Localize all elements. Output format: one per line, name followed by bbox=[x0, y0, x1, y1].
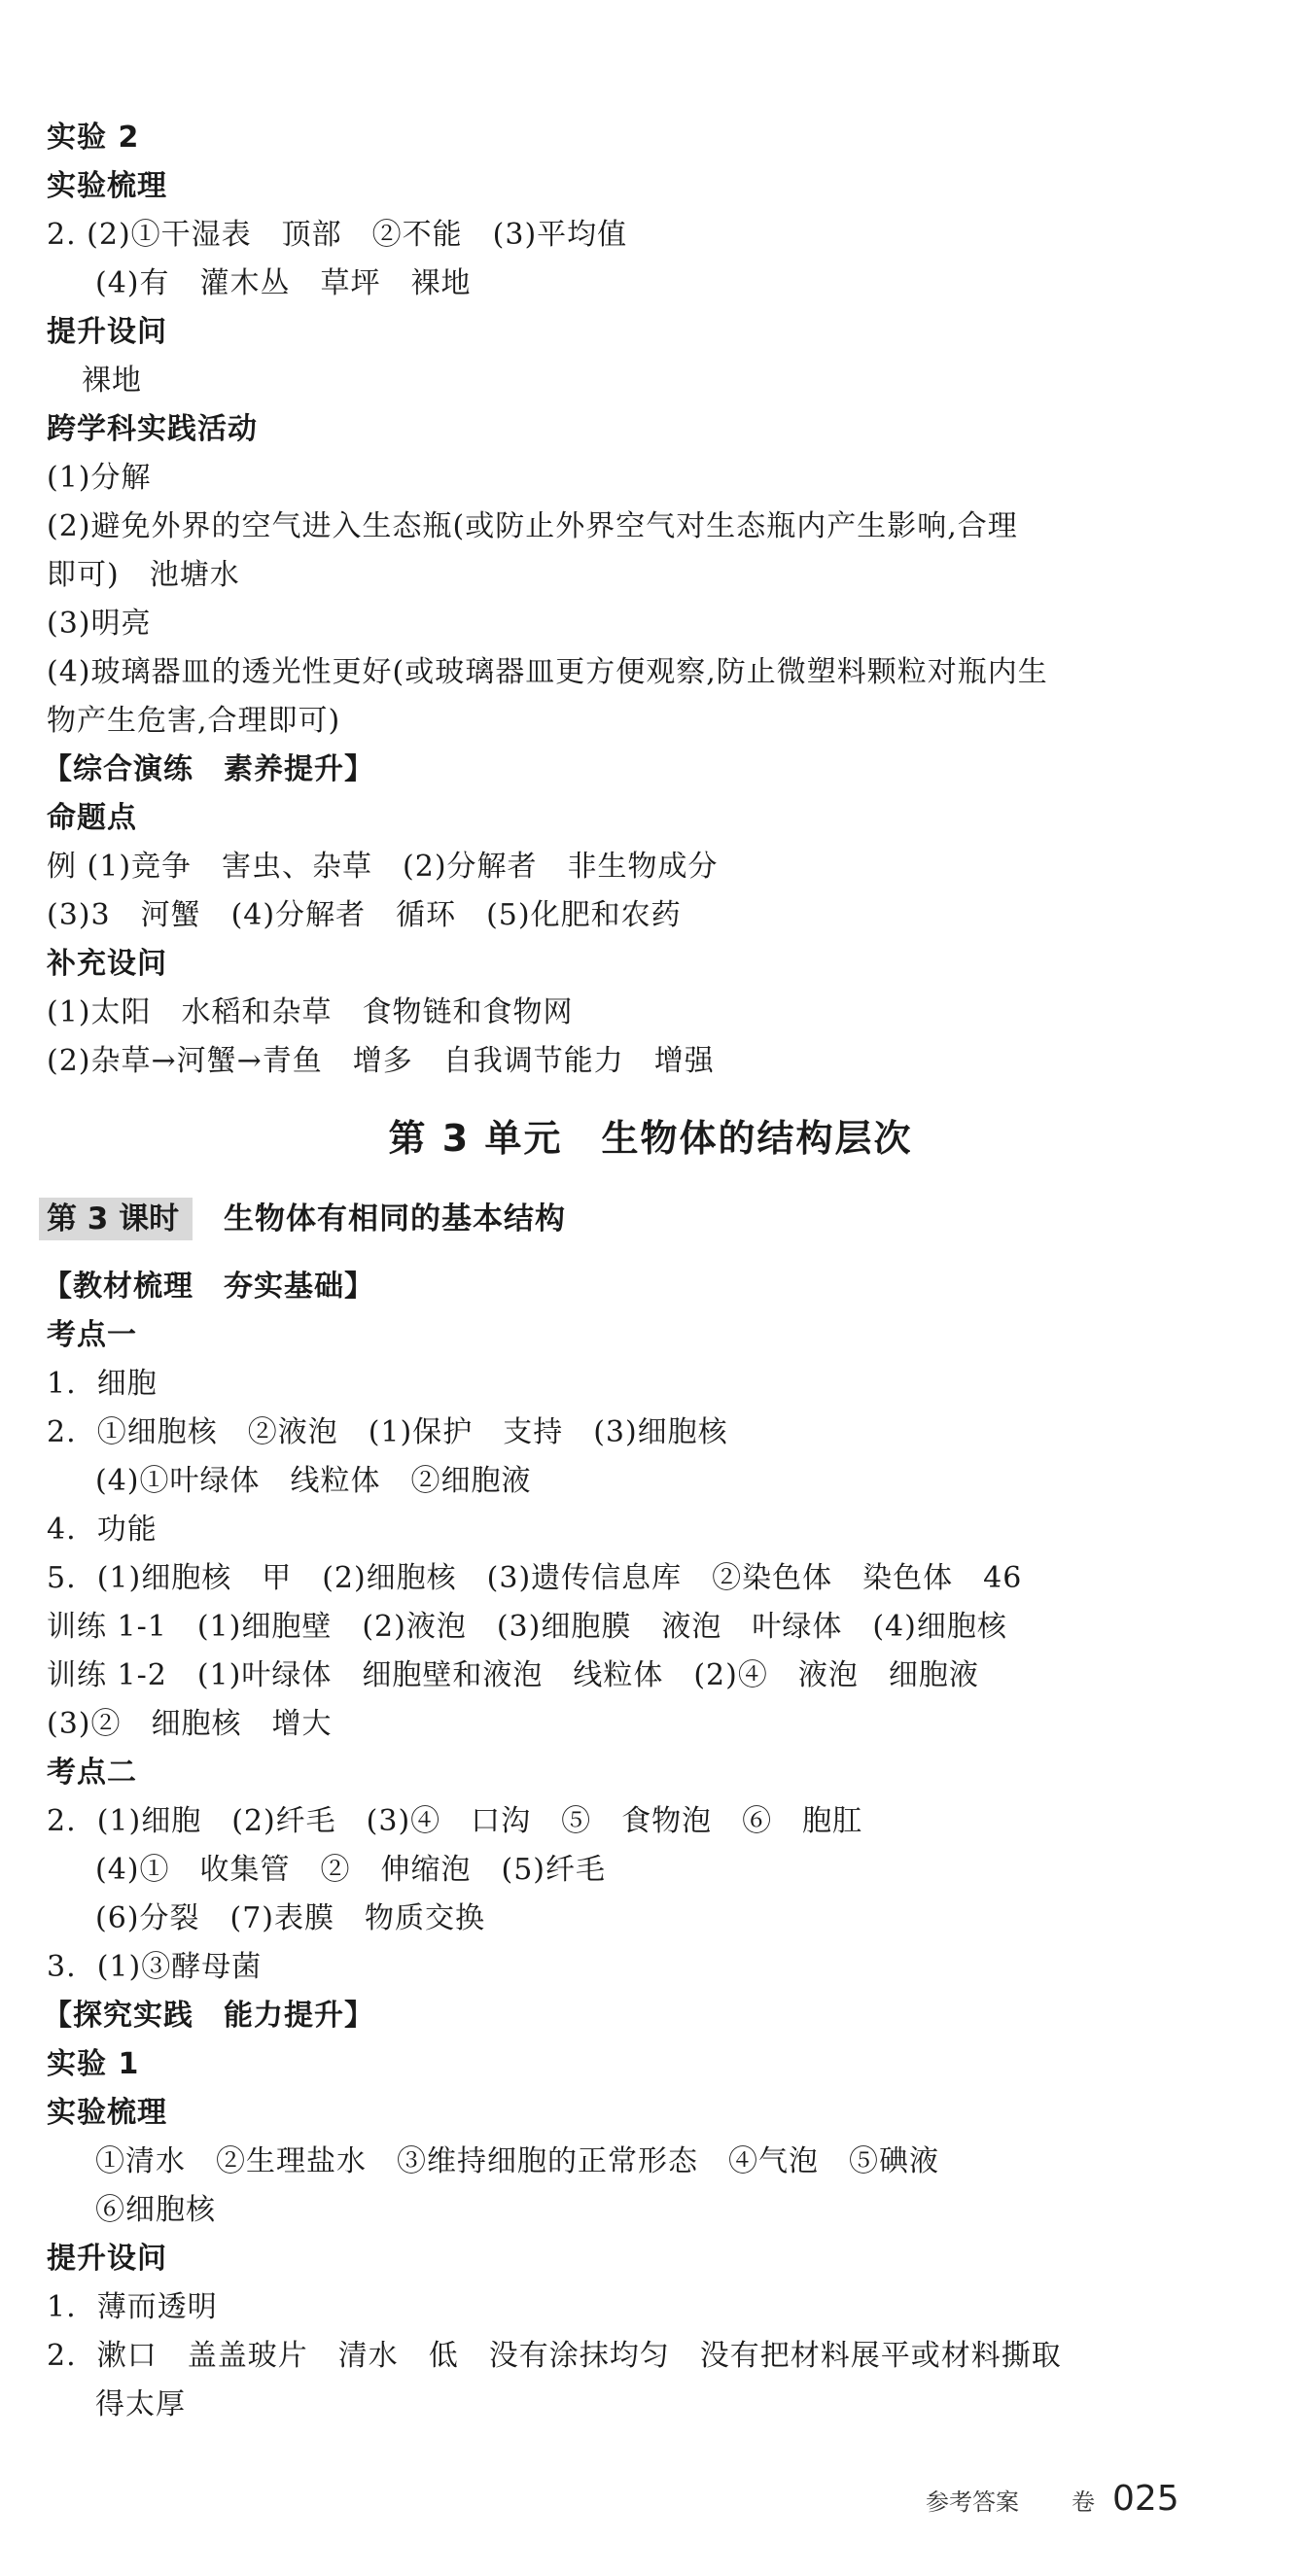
heading-point-1: 考点一 bbox=[47, 1318, 137, 1352]
answer-line: 3. (1)③酵母菌 bbox=[47, 1950, 263, 1984]
answer-line: (2)避免外界的空气进入生态瓶(或防止外界空气对生态瓶内产生影响,合理 bbox=[47, 509, 1018, 543]
answer-line: (1)太阳 水稻和杂草 食物链和食物网 bbox=[47, 995, 574, 1029]
answer-line: (4)① 收集管 ② 伸缩泡 (5)纤毛 bbox=[95, 1853, 606, 1887]
footer-volume: 卷 bbox=[1072, 2489, 1095, 2516]
heading-point-2: 考点二 bbox=[47, 1756, 137, 1790]
lesson-title: 生物体有相同的基本结构 bbox=[224, 1201, 566, 1236]
answer-line: 得太厚 bbox=[95, 2387, 186, 2421]
heading-question: 提升设问 bbox=[47, 2242, 167, 2276]
answer-line: (3)② 细胞核 增大 bbox=[47, 1707, 333, 1741]
answer-line: ①清水 ②生理盐水 ③维持细胞的正常形态 ④气泡 ⑤碘液 bbox=[95, 2144, 939, 2178]
heading-experiment: 实验 1 bbox=[47, 2047, 140, 2081]
page-number: 025 bbox=[1112, 2479, 1179, 2519]
answer-line: 2. (2)①干湿表 顶部 ②不能 (3)平均值 bbox=[47, 218, 628, 252]
unit-title: 第 3 单元 生物体的结构层次 bbox=[388, 1117, 913, 1160]
answer-line: 5. (1)细胞核 甲 (2)细胞核 (3)遗传信息库 ②染色体 染色体 46 bbox=[47, 1561, 1023, 1595]
heading-sort: 实验梳理 bbox=[47, 2096, 167, 2130]
answer-line: 训练 1-2 (1)叶绿体 细胞壁和液泡 线粒体 (2)④ 液泡 细胞液 bbox=[47, 1658, 979, 1692]
answer-line: (2)杂草→河蟹→青鱼 增多 自我调节能力 增强 bbox=[47, 1044, 715, 1078]
heading-topic: 命题点 bbox=[47, 801, 137, 835]
answer-line: (4)①叶绿体 线粒体 ②细胞液 bbox=[95, 1464, 532, 1498]
answer-line: 裸地 bbox=[82, 364, 142, 398]
answer-line: 2. ①细胞核 ②液泡 (1)保护 支持 (3)细胞核 bbox=[47, 1415, 728, 1449]
answer-line: 即可) 池塘水 bbox=[47, 558, 240, 592]
answer-line: 例 (1)竞争 害虫、杂草 (2)分解者 非生物成分 bbox=[47, 850, 719, 884]
answer-line: (4)玻璃器皿的透光性更好(或玻璃器皿更方便观察,防止微塑料颗粒对瓶内生 bbox=[47, 655, 1048, 689]
heading-sort: 实验梳理 bbox=[47, 169, 167, 203]
answer-line: (1)分解 bbox=[47, 461, 152, 495]
answer-line: ⑥细胞核 bbox=[95, 2193, 216, 2227]
heading-experiment: 实验 2 bbox=[47, 121, 140, 155]
answer-line: 1. 细胞 bbox=[47, 1367, 158, 1401]
answer-line: 2. 漱口 盖盖玻片 清水 低 没有涂抹均匀 没有把材料展平或材料撕取 bbox=[47, 2339, 1062, 2373]
answer-line: 物产生危害,合理即可) bbox=[47, 704, 341, 738]
answer-line: (4)有 灌木丛 草坪 裸地 bbox=[95, 266, 472, 300]
heading-question: 提升设问 bbox=[47, 315, 167, 349]
heading-supplement: 补充设问 bbox=[47, 947, 167, 981]
answer-line: 2. (1)细胞 (2)纤毛 (3)④ 口沟 ⑤ 食物泡 ⑥ 胞肛 bbox=[47, 1804, 863, 1838]
answer-line: 4. 功能 bbox=[47, 1513, 158, 1547]
section-heading: 【探究实践 能力提升】 bbox=[43, 1999, 374, 2033]
answer-line: 1. 薄而透明 bbox=[47, 2290, 218, 2324]
answer-line: 训练 1-1 (1)细胞壁 (2)液泡 (3)细胞膜 液泡 叶绿体 (4)细胞核 bbox=[47, 1610, 1007, 1644]
answer-line: (6)分裂 (7)表膜 物质交换 bbox=[95, 1901, 485, 1935]
lesson-tag: 第 3 课时 bbox=[39, 1198, 193, 1240]
footer-label: 参考答案 bbox=[926, 2489, 1019, 2516]
section-heading: 【教材梳理 夯实基础】 bbox=[43, 1270, 374, 1304]
section-heading: 【综合演练 素养提升】 bbox=[43, 752, 374, 786]
answer-line: (3)3 河蟹 (4)分解者 循环 (5)化肥和农药 bbox=[47, 898, 682, 932]
heading-activity: 跨学科实践活动 bbox=[47, 412, 258, 446]
answer-line: (3)明亮 bbox=[47, 607, 152, 641]
